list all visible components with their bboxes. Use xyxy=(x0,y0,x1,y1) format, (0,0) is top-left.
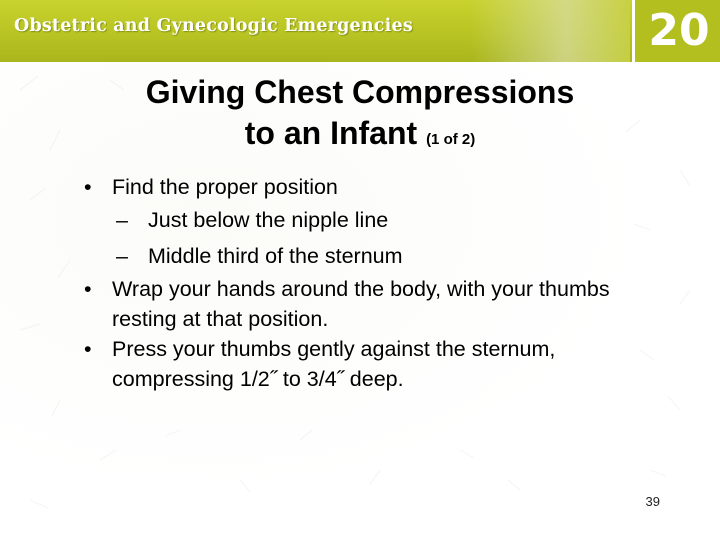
title-line-1: Giving Chest Compressions xyxy=(145,74,575,110)
header-photo-fade xyxy=(470,0,630,62)
title-line-2 xyxy=(90,113,630,160)
chapter-badge xyxy=(632,0,720,62)
bullet-text: Wrap your hands around the body, with your thumbs resting at that position. xyxy=(112,277,610,331)
bullet-item xyxy=(84,172,674,274)
page-number: 39 xyxy=(645,494,660,509)
title-part-indicator: (1 of 2) xyxy=(426,131,476,148)
slide-title xyxy=(90,72,630,160)
bullet-item xyxy=(84,334,674,394)
sub-bullet-list xyxy=(112,202,674,274)
bullet-list xyxy=(84,172,674,394)
chapter-number: 20 xyxy=(648,5,710,56)
sub-bullet-item: – Just below the nipple line xyxy=(116,202,674,238)
title-line-2-text: to an Infant xyxy=(244,115,418,151)
bullet-text: Find the proper position xyxy=(112,175,338,199)
sub-bullet-item: – Middle third of the sternum xyxy=(116,238,674,274)
bullet-item xyxy=(84,274,674,334)
bullet-text: Press your thumbs gently against the sternum, compressing 1/2˝ to 3/4˝ deep. xyxy=(112,337,556,391)
section-title: Obstetric and Gynecologic Emergencies xyxy=(14,16,413,36)
